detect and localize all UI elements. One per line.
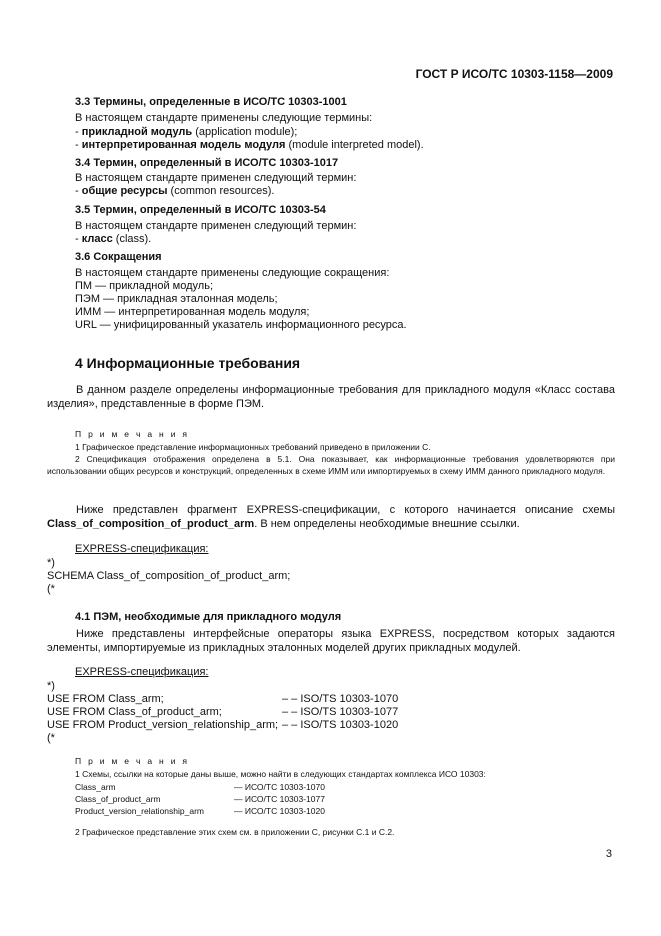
section-3-5-intro: В настоящем стандарте применен следующий термин: <box>75 220 357 232</box>
notes-title: П р и м е ч а н и я <box>75 756 190 766</box>
term-translation: (module interpreted model). <box>285 139 424 151</box>
abbreviation-item: URL — унифицированный указатель информационного ресурса. <box>75 319 407 331</box>
abbreviation-item: ИММ — интерпретированная модель модуля; <box>75 306 310 318</box>
list-dash: - <box>75 126 79 138</box>
schema-name: Class_arm <box>75 782 116 792</box>
use-reference: – – ISO/TS 10303-1020 <box>282 719 399 731</box>
list-dash: - <box>75 233 79 245</box>
code-line: (* <box>47 732 55 744</box>
code-line: (* <box>47 583 55 595</box>
code-line: SCHEMA Class_of_composition_of_product_arm; <box>47 570 291 582</box>
term-name: интерпретированная модель модуля <box>81 139 286 151</box>
term-item <box>75 126 297 139</box>
paragraph-text: Ниже представлены интерфейсные операторы языка EXPRESS, посредством которых задаются элементы, импортируемые из прикладных эталонных моделей других прикладных модулей. <box>47 628 615 654</box>
paragraph-text: В данном разделе определены информационные требования для прикладного модуля «Класс состава изделия», представленные в форме ПЭМ. <box>47 384 615 410</box>
express-spec-label: EXPRESS-спецификация: <box>75 543 209 555</box>
section-3-4-heading: 3.4 Термин, определенный в ИСО/ТС 10303-1017 <box>75 157 339 169</box>
section-4-heading: 4 Информационные требования <box>75 355 301 371</box>
section-3-3-heading: 3.3 Термины, определенные в ИСО/ТС 10303-1001 <box>75 96 347 108</box>
abbreviation-item: ПМ — прикладной модуль; <box>75 280 214 292</box>
section-3-3-intro: В настоящем стандарте применены следующие термины: <box>75 112 373 124</box>
term-translation: (class). <box>112 233 152 245</box>
section-4-paragraph <box>47 383 615 411</box>
schema-reference: — ИСО/ТС 10303-1020 <box>234 806 325 816</box>
schema-reference: — ИСО/ТС 10303-1077 <box>234 794 325 804</box>
list-dash: - <box>75 139 79 151</box>
section-4-1-heading: 4.1 ПЭМ, необходимые для прикладного модуля <box>75 611 342 623</box>
term-translation: (application module); <box>192 126 298 138</box>
code-line: *) <box>47 680 55 692</box>
abbreviation-item: ПЭМ — прикладная эталонная модель; <box>75 293 278 305</box>
use-statement: USE FROM Class_of_product_arm; <box>47 706 222 718</box>
section-3-6-heading: 3.6 Сокращения <box>75 251 162 263</box>
section-4-1-paragraph <box>47 627 615 655</box>
note-1: 1 Графическое представление информационных требований приведено в приложении С. <box>75 442 431 452</box>
schema-name: Class_of_composition_of_product_arm <box>47 518 255 530</box>
note-text: 2 Спецификация отображения определена в 5.1. Она показывает, как информационные требования удовлетворяются при использовании общих ресурсов и конструкций, определенных в схеме ИММ или импортируемых в схему ИММ данного прикладного модуля. <box>47 454 615 476</box>
express-spec-label: EXPRESS-спецификация: <box>75 666 209 678</box>
note-2 <box>47 453 615 477</box>
page-number: 3 <box>605 848 612 860</box>
list-dash: - <box>75 185 79 197</box>
use-reference: – – ISO/TS 10303-1070 <box>282 693 399 705</box>
term-name: общие ресурсы <box>81 185 168 197</box>
section-3-4-intro: В настоящем стандарте применен следующий термин: <box>75 172 357 184</box>
paragraph-text: Ниже представлен фрагмент EXPRESS-спецификации, с которого начинается описание схемы <box>76 504 615 516</box>
section-3-6-intro: В настоящем стандарте применены следующие сокращения: <box>75 267 390 279</box>
schema-reference: — ИСО/ТС 10303-1070 <box>234 782 325 792</box>
use-statement: USE FROM Class_arm; <box>47 693 164 705</box>
document-code: ГОСТ Р ИСО/ТС 10303-1158—2009 <box>415 67 613 81</box>
use-statement: USE FROM Product_version_relationship_arm; <box>47 719 279 731</box>
use-reference: – – ISO/TS 10303-1077 <box>282 706 399 718</box>
schema-name: Class_of_product_arm <box>75 794 161 804</box>
note-2: 2 Графическое представление этих схем см. в приложении С, рисунки С.1 и С.2. <box>75 827 395 837</box>
section-3-5-heading: 3.5 Термин, определенный в ИСО/ТС 10303-54 <box>75 204 326 216</box>
note-1: 1 Схемы, ссылки на которые даны выше, можно найти в следующих стандартах комплекса ИСО 10303: <box>75 769 486 779</box>
schema-name: Product_version_relationship_arm <box>75 806 204 816</box>
notes-title: П р и м е ч а н и я <box>75 429 190 439</box>
term-item <box>75 233 151 246</box>
term-translation: (common resources). <box>167 185 275 197</box>
term-name: класс <box>81 233 113 245</box>
term-item <box>75 139 424 152</box>
code-line: *) <box>47 557 55 569</box>
express-intro-paragraph <box>47 503 615 531</box>
term-item <box>75 185 274 198</box>
term-name: прикладной модуль <box>81 126 193 138</box>
paragraph-text: . В нем определены необходимые внешние ссылки. <box>254 518 520 530</box>
